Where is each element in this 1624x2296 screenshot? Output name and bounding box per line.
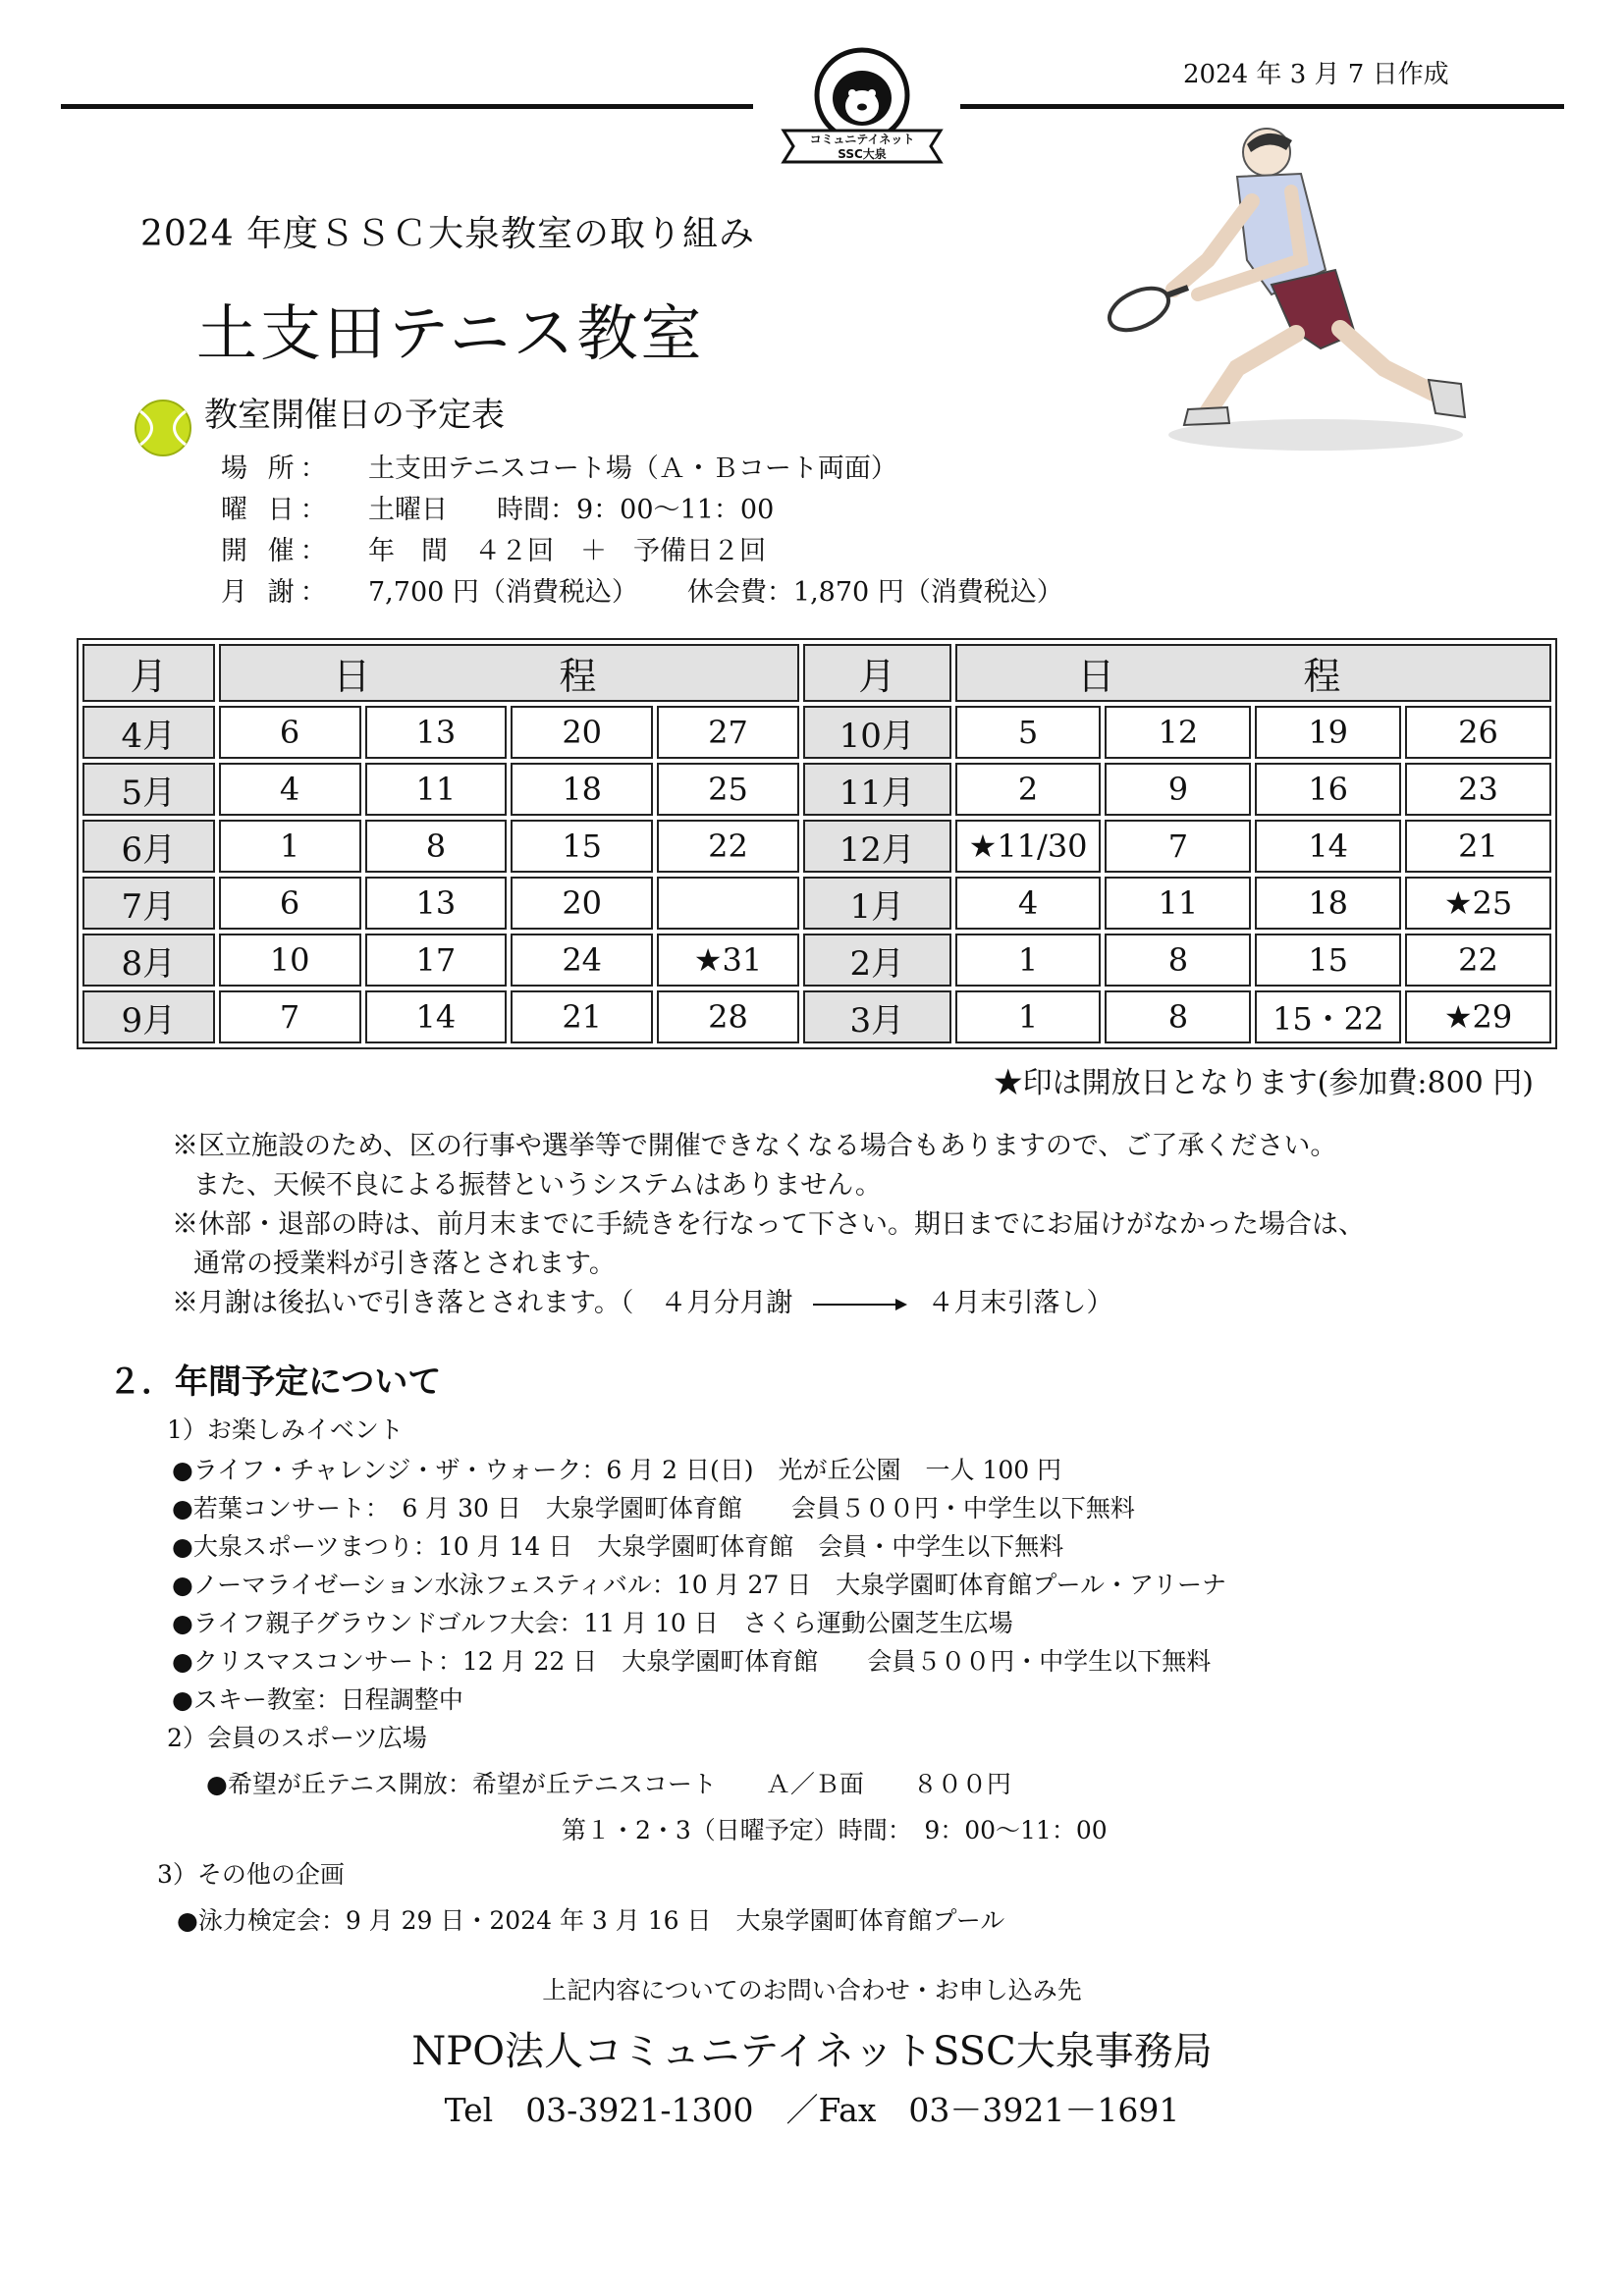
- notes: [172, 1127, 1365, 1323]
- contact-label: 上記内容についてのお問い合わせ・お申し込み先: [542, 1976, 1082, 2004]
- date-cell: 9: [1105, 763, 1251, 816]
- logo-bottom-text: SSC大泉: [838, 147, 887, 161]
- plaza-time: 第１・2・3（日曜予定）時間： 9：00〜11：00: [562, 1816, 1108, 1844]
- date-cell: 20: [511, 877, 653, 930]
- date-cell: 11: [365, 763, 508, 816]
- date-cell: ★31: [657, 934, 799, 987]
- page-title: 土支田テニス教室: [196, 297, 705, 369]
- date-cell: 7: [219, 990, 361, 1043]
- month-cell: 2月: [803, 934, 951, 987]
- event-item: ●クリスマスコンサート：12 月 22 日 大泉学園町体育館 会員５００円・中学生以下無料: [172, 1647, 1212, 1676]
- date-cell: 23: [1405, 763, 1551, 816]
- table-row: [82, 877, 1551, 930]
- event-item: ●ライフ親子グラウンドゴルフ大会：11 月 10 日 さくら運動公園芝生広場: [172, 1609, 1013, 1637]
- date-cell: 22: [1405, 934, 1551, 987]
- info-place-value: 土支田テニスコート場（Ａ・Ｂコート両面）: [368, 454, 897, 484]
- date-cell: 1: [955, 934, 1102, 987]
- ssc-logo: [774, 44, 950, 172]
- date-cell: ★25: [1405, 877, 1551, 930]
- created-date: 2024 年 3 月 7 日作成: [1183, 60, 1449, 89]
- date-cell: 21: [511, 990, 653, 1043]
- date-cell: 13: [365, 706, 508, 759]
- date-cell: 14: [1255, 820, 1401, 873]
- date-cell: 18: [511, 763, 653, 816]
- arrow-right-icon: [811, 1295, 909, 1314]
- month-cell: 1月: [803, 877, 951, 930]
- date-cell: 17: [365, 934, 508, 987]
- header-schedule-left: [219, 644, 799, 702]
- table-row: [82, 706, 1551, 759]
- month-cell: 7月: [82, 877, 215, 930]
- info-fee-value: 7,700 円（消費税込）: [368, 577, 638, 608]
- header-rule-left: [61, 104, 753, 109]
- date-cell: 7: [1105, 820, 1251, 873]
- date-cell: 4: [219, 763, 361, 816]
- date-cell: 15・22: [1255, 990, 1401, 1043]
- date-cell: 26: [1405, 706, 1551, 759]
- note-payment-a: ※月謝は後払いで引き落とされます。（ ４月分月謝: [172, 1288, 793, 1318]
- info-place-key: 場 所：: [221, 454, 333, 484]
- date-cell: 8: [365, 820, 508, 873]
- date-cell: 1: [219, 820, 361, 873]
- date-cell: [657, 877, 799, 930]
- table-row: [82, 934, 1551, 987]
- date-cell: 22: [657, 820, 799, 873]
- month-cell: 12月: [803, 820, 951, 873]
- date-cell: 14: [365, 990, 508, 1043]
- table-row: [82, 763, 1551, 816]
- event-item: ●大泉スポーツまつり：10 月 14 日 大泉学園町体育館 会員・中学生以下無料: [172, 1532, 1064, 1561]
- date-cell: 8: [1105, 990, 1251, 1043]
- info-day-key: 曜 日：: [221, 495, 333, 525]
- date-cell: ★29: [1405, 990, 1551, 1043]
- info-place: [221, 447, 897, 485]
- header-month-right: 月: [803, 644, 951, 702]
- date-cell: 21: [1405, 820, 1551, 873]
- tennis-player-illustration: [1090, 123, 1502, 461]
- month-cell: 6月: [82, 820, 215, 873]
- header-schedule-right: [955, 644, 1551, 702]
- note-line: また、天候不良による振替というシステムはありません。: [193, 1170, 882, 1201]
- header-month-left: 月: [82, 644, 215, 702]
- plaza-item: ●希望が丘テニス開放：希望が丘テニスコート Ａ／Ｂ面 ８００円: [206, 1770, 1011, 1798]
- date-cell: 1: [955, 990, 1102, 1043]
- info-held-value: 年 間 ４２回 ＋ 予備日２回: [368, 536, 766, 566]
- date-cell: 5: [955, 706, 1102, 759]
- subsection-events: 1）お楽しみイベント: [167, 1415, 404, 1444]
- info-fee-key: 月 謝：: [221, 577, 333, 608]
- contact-phone-fax: Tel 03-3921-1300 ／Fax 03－3921－1691: [444, 2091, 1180, 2129]
- date-cell: 20: [511, 706, 653, 759]
- date-cell: 4: [955, 877, 1102, 930]
- tennis-ball-icon: [133, 398, 193, 458]
- date-cell: 19: [1255, 706, 1401, 759]
- other-item: ●泳力検定会：9 月 29 日・2024 年 3 月 16 日 大泉学園町体育館プール: [177, 1906, 1005, 1935]
- subtitle: 2024 年度ＳＳＣ大泉教室の取り組み: [140, 214, 756, 254]
- header-schedule-right-label: 日 程: [1077, 655, 1430, 698]
- date-cell: 11: [1105, 877, 1251, 930]
- schedule-heading: 教室開催日の予定表: [204, 396, 505, 435]
- info-held: [221, 529, 766, 567]
- date-cell: 6: [219, 706, 361, 759]
- date-cell: 16: [1255, 763, 1401, 816]
- date-cell: 27: [657, 706, 799, 759]
- month-cell: 10月: [803, 706, 951, 759]
- date-cell: 6: [219, 877, 361, 930]
- info-day-value: 土曜日: [368, 495, 448, 525]
- event-item: ●若葉コンサート： 6 月 30 日 大泉学園町体育館 会員５００円・中学生以下無料: [172, 1494, 1135, 1522]
- header-rule-right: [960, 104, 1564, 109]
- month-cell: 11月: [803, 763, 951, 816]
- logo-top-text: コミュニテイネット: [809, 133, 915, 146]
- section2-title: ２．年間予定について: [108, 1362, 442, 1402]
- table-row: [82, 820, 1551, 873]
- info-time-value: 時間：9：00〜11：00: [497, 495, 775, 525]
- date-cell: 15: [511, 820, 653, 873]
- star-note: ★印は開放日となります(参加費:800 円): [993, 1066, 1534, 1100]
- subsection-plaza: 2）会員のスポーツ広場: [167, 1724, 427, 1752]
- date-cell: 8: [1105, 934, 1251, 987]
- month-cell: 3月: [803, 990, 951, 1043]
- subsection-other: 3）その他の企画: [157, 1860, 345, 1889]
- date-cell: 24: [511, 934, 653, 987]
- month-cell: 9月: [82, 990, 215, 1043]
- note-payment-b: ４月末引落し）: [927, 1288, 1113, 1318]
- event-item: ●スキー教室：日程調整中: [172, 1685, 463, 1714]
- note-line-payment: [172, 1284, 1365, 1323]
- date-cell: 2: [955, 763, 1102, 816]
- event-item: ●ノーマライゼーション水泳フェスティバル：10 月 27 日 大泉学園町体育館プール・アリーナ: [172, 1571, 1227, 1599]
- month-cell: 4月: [82, 706, 215, 759]
- header-schedule-left-label: 日 程: [333, 655, 685, 698]
- date-cell: 25: [657, 763, 799, 816]
- organization-name: NPO法人コミュニテイネットSSC大泉事務局: [411, 2029, 1213, 2074]
- month-cell: 8月: [82, 934, 215, 987]
- info-fee: [221, 570, 1063, 609]
- table-header-row: [82, 644, 1551, 702]
- date-cell: 10: [219, 934, 361, 987]
- date-cell: 15: [1255, 934, 1401, 987]
- info-held-key: 開 催：: [221, 536, 333, 566]
- date-cell: 12: [1105, 706, 1251, 759]
- note-line: ※区立施設のため、区の行事や選挙等で開催できなくなる場合もありますので、ご了承ください。: [172, 1131, 1337, 1161]
- month-cell: 5月: [82, 763, 215, 816]
- schedule-table: [77, 638, 1557, 1049]
- info-leave-fee-value: 休会費：1,870 円（消費税込）: [686, 577, 1063, 608]
- event-item: ●ライフ・チャレンジ・ザ・ウォーク：6 月 2 日(日) 光が丘公園 一人 100 円: [172, 1456, 1062, 1484]
- info-day: [221, 488, 774, 526]
- note-line: ※休部・退部の時は、前月末までに手続きを行なって下さい。期日までにお届けがなかった場合は、: [172, 1209, 1365, 1240]
- date-cell: 28: [657, 990, 799, 1043]
- date-cell: 13: [365, 877, 508, 930]
- note-line: 通常の授業料が引き落とされます。: [193, 1249, 616, 1279]
- date-cell: ★11/30: [955, 820, 1102, 873]
- table-row: [82, 990, 1551, 1043]
- date-cell: 18: [1255, 877, 1401, 930]
